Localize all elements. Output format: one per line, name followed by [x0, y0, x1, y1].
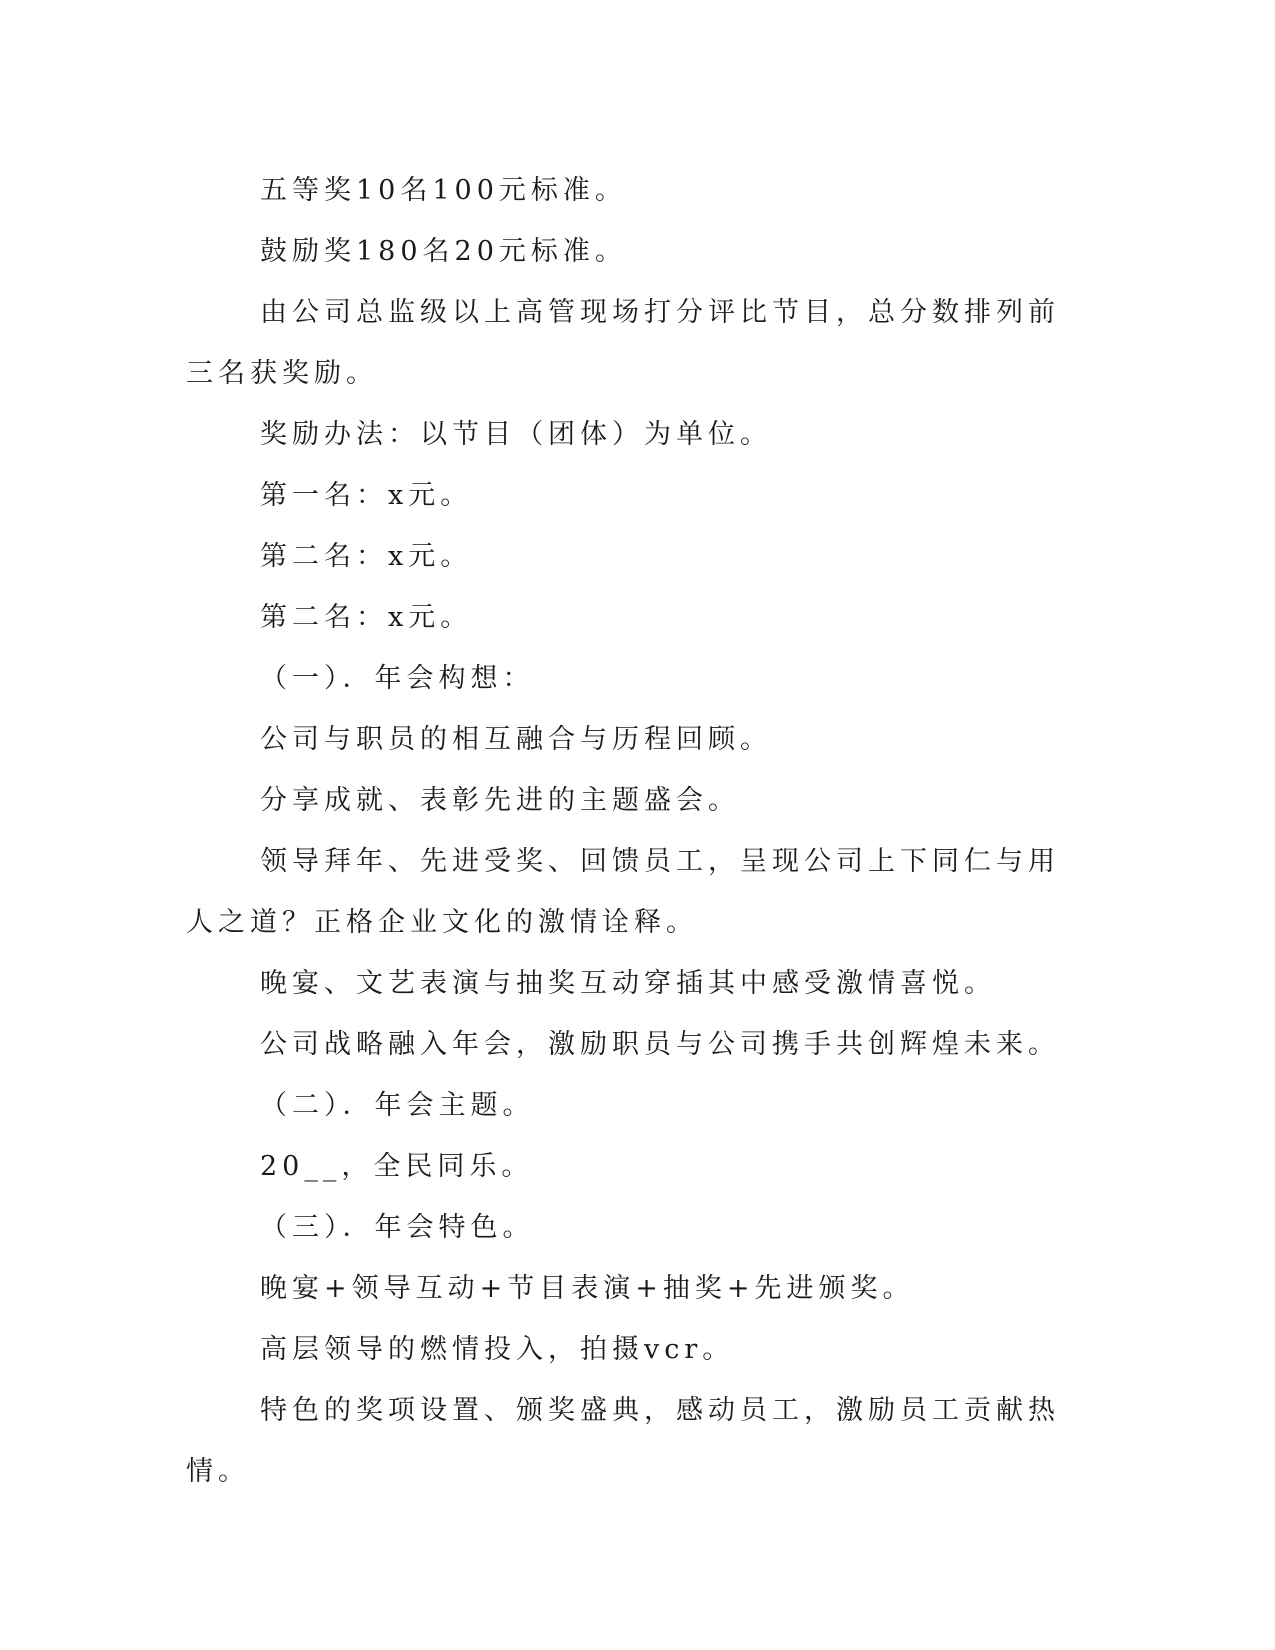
paragraph-concept-2: 分享成就、表彰先进的主题盛会。	[260, 785, 740, 816]
paragraph-fifth-prize: 五等奖10名100元标准。	[260, 175, 627, 206]
paragraph-first-place: 第一名：x元。	[260, 480, 473, 511]
paragraph-theme: 20__，全民同乐。	[260, 1151, 534, 1182]
paragraph-award-method: 奖励办法：以节目（团体）为单位。	[260, 419, 772, 450]
paragraph-feature-2: 高层领导的燃情投入，拍摄vcr。	[260, 1334, 735, 1365]
paragraph-feature-3: 特色的奖项设置、颁奖盛典，感动员工，激励员工贡献热情。	[186, 1395, 1060, 1487]
paragraph-third-place: 第二名：x元。	[260, 602, 473, 633]
paragraph-second-place: 第二名：x元。	[260, 541, 473, 572]
paragraph-feature-1: 晚宴+领导互动+节目表演+抽奖+先进颁奖。	[260, 1273, 915, 1304]
paragraph-encouragement-prize: 鼓励奖180名20元标准。	[260, 236, 627, 267]
heading-concept: （一）．年会构想：	[260, 663, 535, 694]
document-body	[186, 160, 1066, 1502]
heading-theme: （二）．年会主题。	[260, 1090, 535, 1121]
paragraph-concept-1: 公司与职员的相互融合与历程回顾。	[260, 724, 772, 755]
paragraph-concept-3: 领导拜年、先进受奖、回馈员工，呈现公司上下同仁与用人之道？正格企业文化的激情诠释。	[186, 846, 1060, 938]
paragraph-scoring-rule: 由公司总监级以上高管现场打分评比节目，总分数排列前三名获奖励。	[186, 297, 1060, 389]
paragraph-concept-5: 公司战略融入年会，激励职员与公司携手共创辉煌未来。	[260, 1029, 1060, 1060]
paragraph-concept-4: 晚宴、文艺表演与抽奖互动穿插其中感受激情喜悦。	[260, 968, 996, 999]
heading-features: （三）．年会特色。	[260, 1212, 535, 1243]
